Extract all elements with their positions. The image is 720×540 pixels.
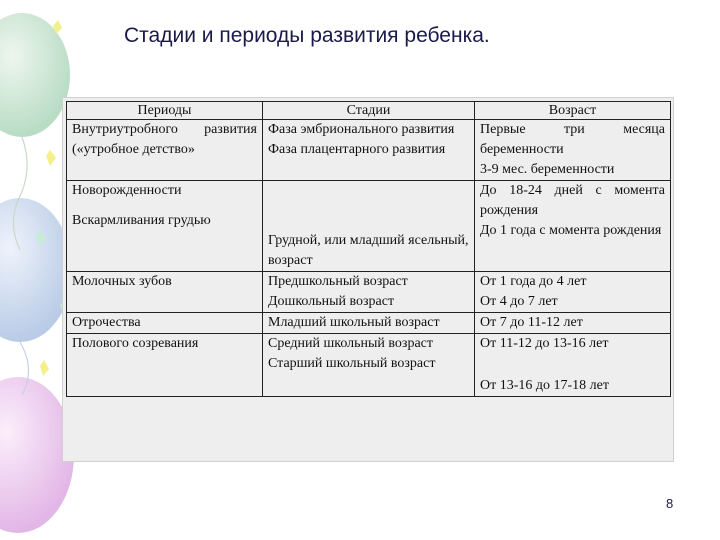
table-row (67, 272, 671, 313)
stage-line: Предшкольный возраст (268, 274, 408, 289)
period-cell: Молочных зубов (67, 272, 263, 313)
table-header-row (67, 102, 671, 120)
slide-title: Стадии и периоды развития ребенка. (124, 24, 490, 47)
table-row (67, 334, 671, 397)
age-line: 3-9 мес. беременности (480, 162, 615, 177)
development-periods-table (66, 101, 671, 397)
period-cell: Полового созревания (67, 334, 263, 397)
stage-cell (263, 120, 475, 181)
period-cell: Отрочества (67, 313, 263, 334)
age-cell (475, 272, 671, 313)
age-line: От 1 года до 4 лет (480, 274, 587, 289)
stage-cell (263, 334, 475, 397)
stage-line: Средний школьный возраст (268, 336, 434, 351)
age-cell (475, 120, 671, 181)
stage-line: Фаза эмбрионального развития (268, 122, 455, 137)
age-line: От 4 до 7 лет (480, 294, 558, 309)
stage-line: Фаза плацентарного развития (268, 142, 446, 157)
green-balloon (0, 13, 70, 137)
stage-cell: Младший школьный возраст (263, 313, 475, 334)
age-cell (475, 181, 671, 272)
table-panel (62, 97, 674, 462)
stage-line: Грудной, или младший ясельный, возраст (268, 233, 469, 268)
column-header-age: Возраст (475, 102, 671, 120)
table-row (67, 313, 671, 334)
table-row (67, 120, 671, 181)
stage-line: Дошкольный возраст (268, 294, 395, 309)
stage-cell (263, 272, 475, 313)
column-header-stages: Стадии (263, 102, 475, 120)
table-row (67, 181, 671, 272)
age-cell: От 7 до 11-12 лет (475, 313, 671, 334)
age-line: От 11-12 до 13-16 лет (480, 336, 609, 351)
period-line: Вскармливания грудью (72, 213, 211, 228)
period-cell (67, 181, 263, 272)
age-line: До 1 года с момента рождения (480, 223, 662, 238)
period-line: Новорожденности (72, 183, 182, 198)
page-number: 8 (666, 496, 674, 511)
age-line: Первые три месяца беременности (480, 122, 665, 157)
age-line: До 18-24 дней с момента рождения (480, 183, 665, 218)
stage-line: Старший школьный возраст (268, 356, 436, 371)
period-cell: Внутриутробного развития («утробное детство» (67, 120, 263, 181)
column-header-periods: Периоды (67, 102, 263, 120)
age-cell (475, 334, 671, 397)
stage-cell (263, 181, 475, 272)
age-line: От 13-16 до 17-18 лет (480, 378, 609, 393)
